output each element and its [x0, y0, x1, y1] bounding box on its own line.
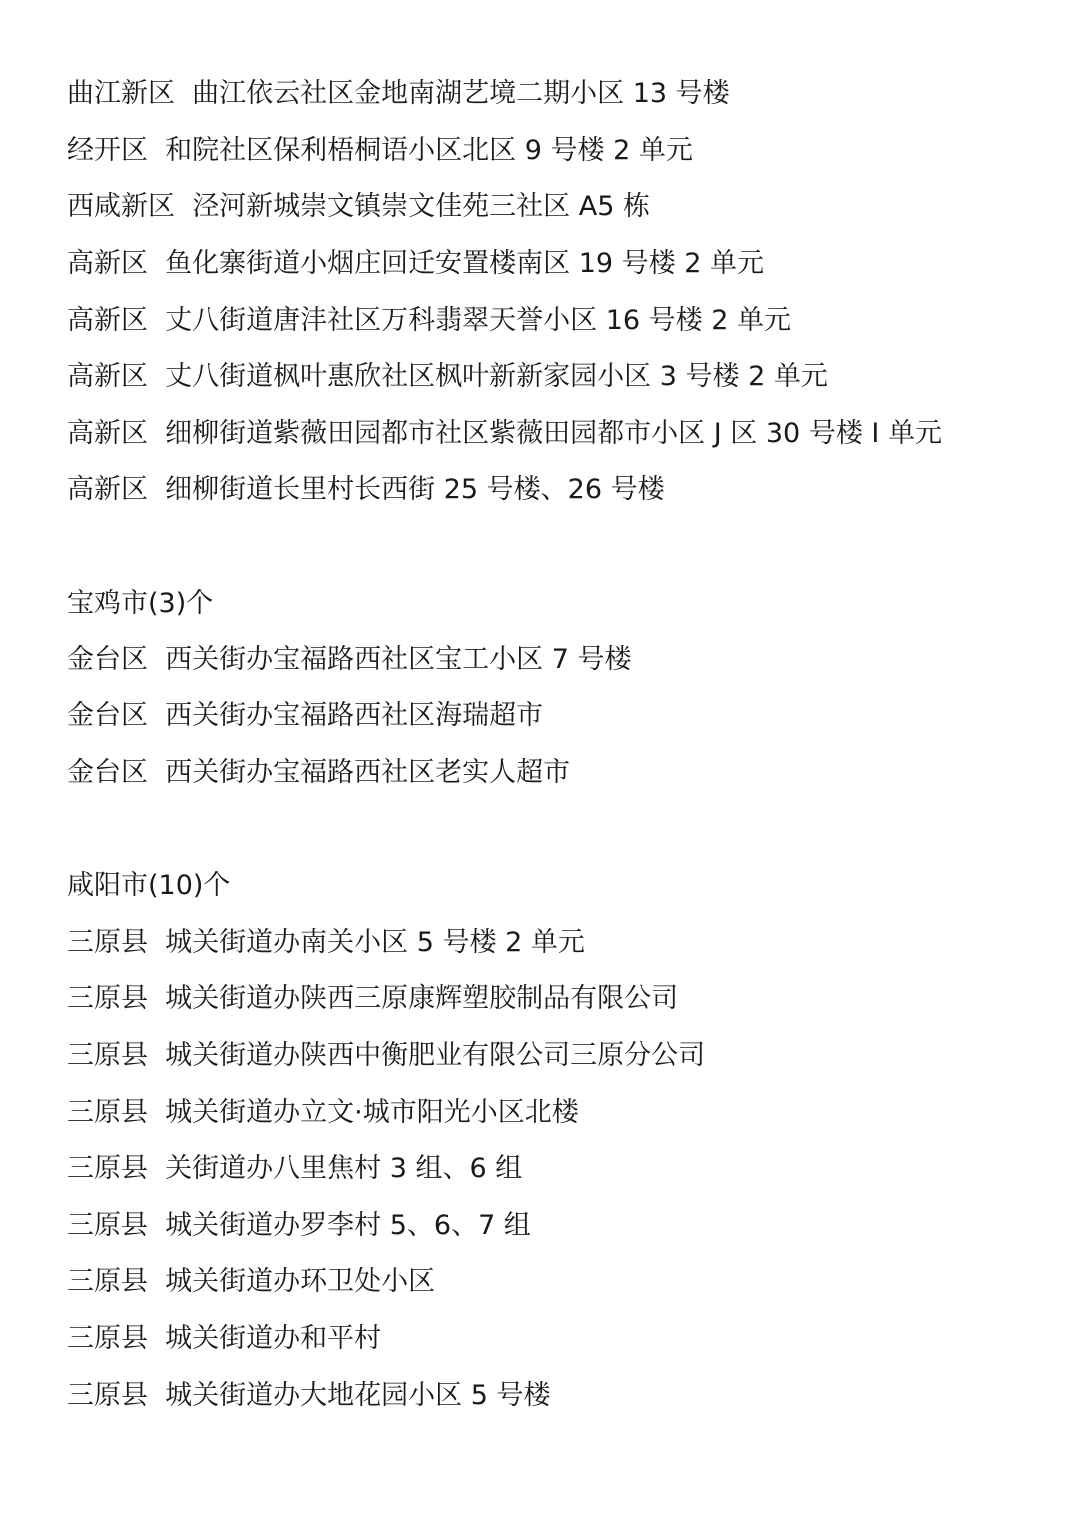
section-heading: 宝鸡市(3)个 — [67, 588, 214, 619]
address-line: 三原县 城关街道办罗李村 5、6、7 组 — [67, 1210, 531, 1241]
address-line: 高新区 细柳街道长里村长西街 25 号楼、26 号楼 — [67, 474, 665, 505]
address-line: 金台区 西关街办宝福路西社区海瑞超市 — [67, 700, 544, 731]
address-line: 曲江新区 曲江依云社区金地南湖艺境二期小区 13 号楼 — [67, 78, 730, 109]
section-heading: 咸阳市(10)个 — [67, 870, 231, 901]
address-line: 三原县 城关街道办立文·城市阳光小区北楼 — [67, 1097, 579, 1128]
address-line: 高新区 细柳街道紫薇田园都市社区紫薇田园都市小区 J 区 30 号楼 I 单元 — [67, 418, 942, 449]
address-line: 高新区 丈八街道唐沣社区万科翡翠天誉小区 16 号楼 2 单元 — [67, 305, 792, 336]
address-line: 三原县 城关街道办陕西三原康辉塑胶制品有限公司 — [67, 983, 679, 1014]
address-line: 高新区 鱼化寨街道小烟庄回迁安置楼南区 19 号楼 2 单元 — [67, 248, 765, 279]
address-line: 三原县 城关街道办环卫处小区 — [67, 1266, 436, 1297]
address-line: 西咸新区 泾河新城崇文镇崇文佳苑三社区 A5 栋 — [67, 191, 650, 222]
address-line: 三原县 城关街道办和平村 — [67, 1323, 382, 1354]
address-line: 金台区 西关街办宝福路西社区宝工小区 7 号楼 — [67, 644, 632, 675]
address-line: 三原县 城关街道办大地花园小区 5 号楼 — [67, 1380, 551, 1411]
address-line: 经开区 和院社区保利梧桐语小区北区 9 号楼 2 单元 — [67, 135, 693, 166]
address-line: 三原县 关街道办八里焦村 3 组、6 组 — [67, 1153, 523, 1184]
address-line: 三原县 城关街道办陕西中衡肥业有限公司三原分公司 — [67, 1040, 706, 1071]
address-line: 三原县 城关街道办南关小区 5 号楼 2 单元 — [67, 927, 585, 958]
address-line: 金台区 西关街办宝福路西社区老实人超市 — [67, 757, 571, 788]
address-line: 高新区 丈八街道枫叶惠欣社区枫叶新新家园小区 3 号楼 2 单元 — [67, 361, 828, 392]
